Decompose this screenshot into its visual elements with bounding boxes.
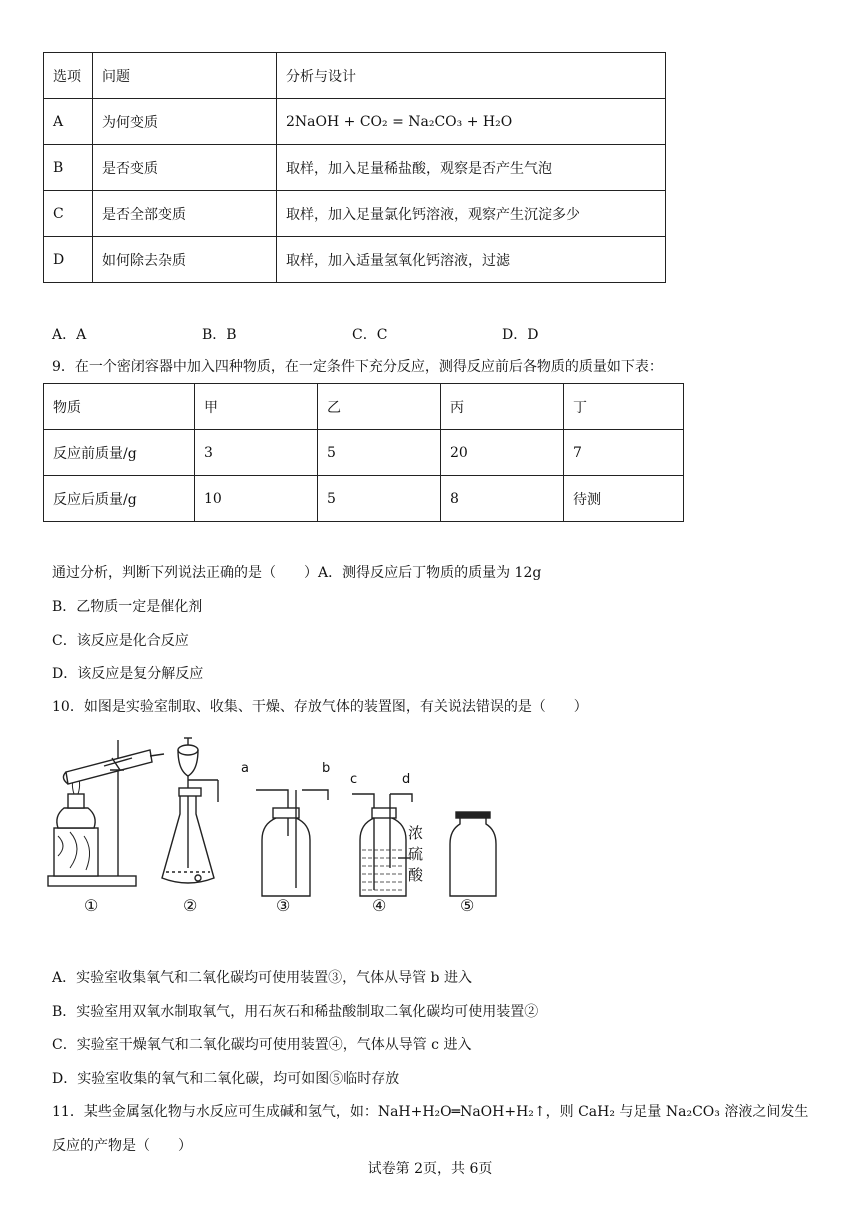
table-cell: 5 — [318, 430, 441, 476]
table-row — [44, 476, 684, 522]
table-cell: B — [44, 145, 93, 191]
figure-label-5: ⑤ — [460, 896, 475, 915]
tube-label-c: c — [350, 772, 358, 787]
table-cell: 8 — [441, 476, 564, 522]
q9-option-d[interactable]: D．该反应是复分解反应 — [52, 666, 204, 682]
table-cell: A — [44, 99, 93, 145]
q9-table — [43, 383, 684, 522]
table-row — [44, 430, 684, 476]
drying-bottle-4 — [352, 794, 412, 896]
figure-label-4: ④ — [372, 896, 387, 915]
table-cell: 20 — [441, 430, 564, 476]
flask-apparatus-2 — [162, 738, 218, 883]
table-cell: 反应前质量/g — [44, 430, 195, 476]
q10-option-b[interactable]: B．实验室用双氧水制取氧气，用石灰石和稀盐酸制取二氧化碳均可使用装置② — [52, 1004, 539, 1020]
table-cell: 反应后质量/g — [44, 476, 195, 522]
header-cell: 丁 — [564, 384, 684, 430]
table-cell: 取样，加入足量氯化钙溶液，观察产生沉淀多少 — [277, 191, 666, 237]
q9-stem: 9．在一个密闭容器中加入四种物质，在一定条件下充分反应，测得反应前后各物质的质量如下表： — [52, 359, 663, 375]
table-cell: 是否全部变质 — [93, 191, 277, 237]
figure-label-2: ② — [183, 896, 198, 915]
table-cell: 2NaOH + CO₂ = Na₂CO₃ + H₂O — [277, 99, 666, 145]
figure-label-3: ③ — [276, 896, 291, 915]
table-cell: 5 — [318, 476, 441, 522]
q8-table — [43, 52, 666, 283]
figure-label-1: ① — [84, 896, 99, 915]
header-cell: 乙 — [318, 384, 441, 430]
table-cell: 10 — [195, 476, 318, 522]
table-cell: 7 — [564, 430, 684, 476]
header-cell: 丙 — [441, 384, 564, 430]
q8-choice-c[interactable]: C．C — [352, 327, 388, 343]
gas-bottle-3 — [256, 790, 328, 896]
q10-option-c[interactable]: C．实验室干燥氧气和二氧化碳均可使用装置④，气体从导管 c 进入 — [52, 1037, 472, 1053]
q10-option-a[interactable]: A．实验室收集氧气和二氧化碳均可使用装置③，气体从导管 b 进入 — [52, 970, 472, 986]
header-cell: 甲 — [195, 384, 318, 430]
table-cell: 是否变质 — [93, 145, 277, 191]
table-cell: 为何变质 — [93, 99, 277, 145]
acid-label-1: 浓 — [408, 824, 424, 842]
acid-label-3: 酸 — [408, 866, 424, 884]
table-row — [44, 99, 666, 145]
apparatus-figure — [40, 728, 520, 920]
table-row — [44, 191, 666, 237]
table-row — [44, 237, 666, 283]
tube-label-d: d — [402, 772, 411, 787]
table-cell: 取样，加入适量氢氧化钙溶液，过滤 — [277, 237, 666, 283]
q9-prompt: 通过分析，判断下列说法正确的是（ ）A．测得反应后丁物质的质量为 12g — [52, 565, 542, 581]
header-cell: 物质 — [44, 384, 195, 430]
table-cell: D — [44, 237, 93, 283]
page-footer: 试卷第 2页，共 6页 — [367, 1161, 493, 1177]
table-cell: 取样，加入足量稀盐酸，观察是否产生气泡 — [277, 145, 666, 191]
q8-choice-d[interactable]: D．D — [502, 327, 539, 343]
q8-choice-b[interactable]: B．B — [202, 327, 237, 343]
header-cell: 选项 — [44, 53, 93, 99]
q8-choice-a[interactable]: A．A — [52, 327, 87, 343]
q9-option-c[interactable]: C．该反应是化合反应 — [52, 633, 189, 649]
acid-label-2: 硫 — [408, 845, 424, 863]
table-row — [44, 145, 666, 191]
q10-option-d[interactable]: D．实验室收集的氧气和二氧化碳，均可如图⑤临时存放 — [52, 1071, 400, 1087]
storage-bottle-5 — [450, 812, 496, 896]
tube-label-b: b — [322, 761, 331, 776]
q11-line-1: 11．某些金属氢化物与水反应可生成碱和氢气，如：NaH+H₂O═NaOH+H₂↑，则 CaH₂ 与足量 Na₂CO₃ 溶液之间发生 — [52, 1104, 809, 1120]
q10-stem: 10．如图是实验室制取、收集、干燥、存放气体的装置图，有关说法错误的是（ ） — [52, 699, 588, 715]
header-cell: 问题 — [93, 53, 277, 99]
header-cell: 分析与设计 — [277, 53, 666, 99]
heating-apparatus-1 — [48, 740, 164, 886]
table-cell: C — [44, 191, 93, 237]
q11-line-2: 反应的产物是（ ） — [52, 1138, 192, 1154]
table-cell: 3 — [195, 430, 318, 476]
table-header-row — [44, 384, 684, 430]
table-cell: 如何除去杂质 — [93, 237, 277, 283]
tube-label-a: a — [241, 761, 249, 776]
table-header-row — [44, 53, 666, 99]
q9-option-b[interactable]: B．乙物质一定是催化剂 — [52, 599, 203, 615]
table-cell: 待测 — [564, 476, 684, 522]
